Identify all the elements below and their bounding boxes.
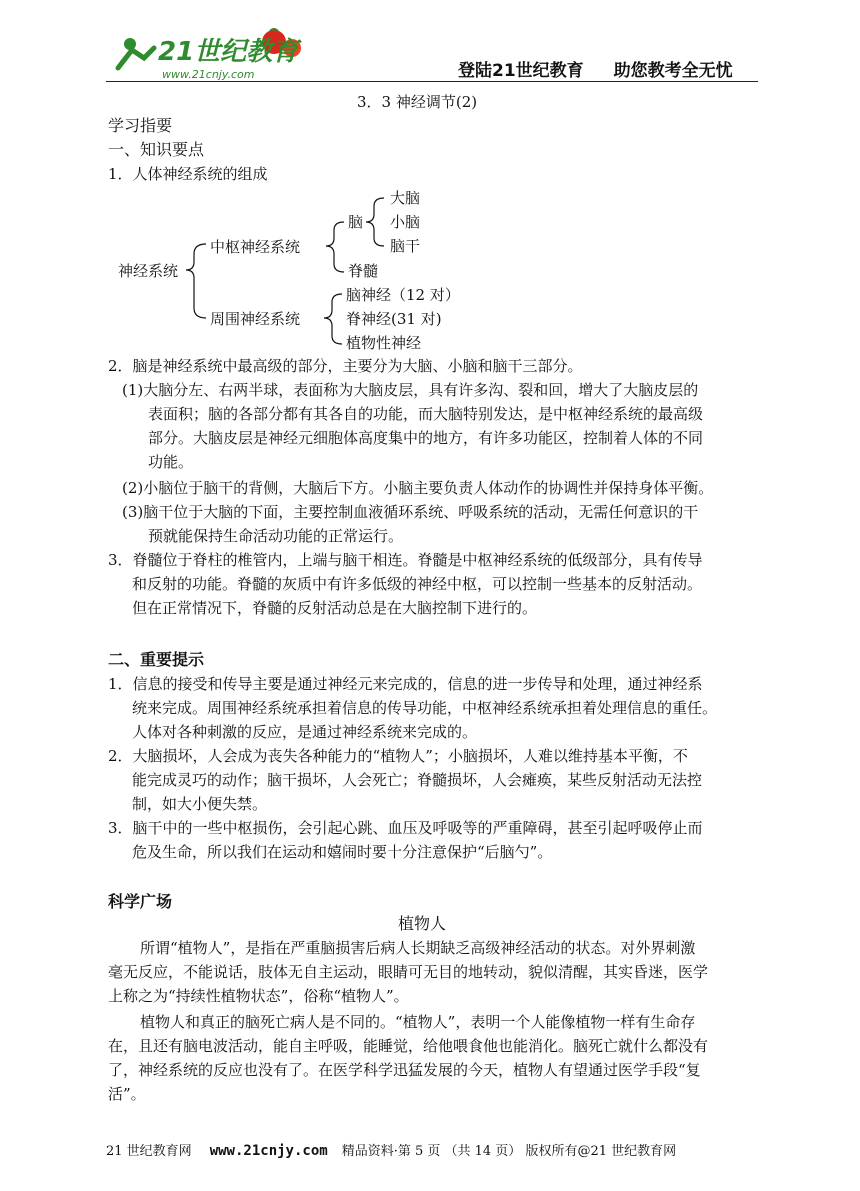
section2-heading: 二、重要提示 xyxy=(108,650,205,669)
tree-autonomic: 植物性神经 xyxy=(346,334,422,352)
tree-peripheral: 周围神经系统 xyxy=(210,310,301,328)
item2-line-4: 功能。 xyxy=(148,453,194,471)
tree-central: 中枢神经系统 xyxy=(210,238,301,256)
site-logo xyxy=(110,28,310,84)
header-slogan xyxy=(458,56,733,81)
brace-peripheral xyxy=(324,294,342,344)
tip-line-1: 统来完成。周围神经系统承担着信息的传导功能，中枢神经系统承担着处理信息的重任。 xyxy=(132,699,718,717)
item2-line-5: (2)小脑位于脑干的背侧，大脑后下方。小脑主要负责人体动作的协调性并保持身体平衡。 xyxy=(122,479,714,497)
logo-text: 21世纪教育 xyxy=(158,37,299,67)
brace-central xyxy=(326,222,344,272)
item2-line-3: 部分。大脑皮层是神经元细胞体高度集中的地方，有许多功能区，控制着人体的不同 xyxy=(148,429,704,447)
article-line-4: 在，且还有脑电波活动，能自主呼吸，能睡觉，给他喂食他也能消化。脑死亡就什么都没有 xyxy=(108,1037,709,1055)
article-line-6: 活”。 xyxy=(108,1085,146,1103)
section-guide-heading: 学习指要 xyxy=(108,116,173,135)
slogan-left: 登陆21世纪教育 xyxy=(458,61,584,81)
tree-cerebellum: 小脑 xyxy=(390,213,421,231)
tip-line-5: 制，如大小便失禁。 xyxy=(132,795,268,813)
article-line-5: 了，神经系统的反应也没有了。在医学科学迅猛发展的今天，植物人有望通过医学手段“复 xyxy=(108,1061,701,1079)
tip-line-4: 能完成灵巧的动作；脑干损坏，人会死亡；脊髓损坏，人会瘫痪，某些反射活动无法控 xyxy=(132,771,703,789)
tree-cranial: 脑神经（12 对） xyxy=(346,286,460,304)
slogan-right: 助您教考全无忧 xyxy=(613,61,733,81)
logo-url: www.21cnjy.com xyxy=(162,68,255,81)
tree-root: 神经系统 xyxy=(118,262,179,280)
doc-title: 3．3 神经调节(2) xyxy=(357,93,478,111)
section1-heading: 一、知识要点 xyxy=(108,140,205,159)
brace-brain xyxy=(366,198,384,246)
tip-line-6: 3．脑干中的一些中枢损伤，会引起心跳、血压及呼吸等的严重障碍，甚至引起呼吸停止而 xyxy=(108,819,703,837)
item2-line-1: (1)大脑分左、右两半球，表面称为大脑皮层，具有许多沟、裂和回，增大了大脑皮层的 xyxy=(122,381,699,399)
tip-line-0: 1．信息的接受和传导主要是通过神经元来完成的，信息的进一步传导和处理，通过神经系 xyxy=(108,675,703,693)
footer-left: 21 世纪教育网 xyxy=(106,1144,192,1159)
footer-url[interactable]: www.21cnjy.com xyxy=(209,1143,328,1159)
article-line-2: 上称之为“持续性植物状态”，俗称“植物人”。 xyxy=(108,987,409,1005)
header-divider xyxy=(106,81,758,82)
item3-line-1: 和反射的功能。脊髓的灰质中有许多低级的神经中枢，可以控制一些基本的反射活动。 xyxy=(132,575,703,593)
article-line-3: 植物人和真正的脑死亡病人是不同的。“植物人”，表明一个人能像植物一样有生命存 xyxy=(140,1013,696,1031)
tip-line-2: 人体对各种刺激的反应，是通过神经系统来完成的。 xyxy=(132,723,478,741)
article-title: 植物人 xyxy=(398,914,447,933)
tree-cerebrum: 大脑 xyxy=(390,189,421,207)
tree-spinal-nerves: 脊神经(31 对) xyxy=(346,310,442,328)
page-footer xyxy=(106,1140,676,1159)
article-line-0: 所谓“植物人”，是指在严重脑损害后病人长期缺乏高级神经活动的状态。对外界刺激 xyxy=(140,939,696,957)
item1-title: 1．人体神经系统的组成 xyxy=(108,165,268,183)
item2-line-6: (3)脑干位于大脑的下面，主要控制血液循环系统、呼吸系统的活动，无需任何意识的干 xyxy=(122,503,699,521)
tip-line-7: 危及生命，所以我们在运动和嬉闹时要十分注意保护“后脑勺”。 xyxy=(132,843,553,861)
tree-brainstem: 脑干 xyxy=(390,237,421,255)
footer-right: 精品资料·第 5 页 （共 14 页） 版权所有@21 世纪教育网 xyxy=(341,1144,677,1159)
brace-root xyxy=(186,244,206,318)
item3-line-0: 3．脊髓位于脊柱的椎管内，上端与脑干相连。脊髓是中枢神经系统的低级部分，具有传导 xyxy=(108,551,703,569)
article-line-1: 毫无反应，不能说话，肢体无自主运动，眼睛可无目的地转动，貌似清醒，其实昏迷，医学 xyxy=(108,963,709,981)
nervous-system-tree xyxy=(108,186,488,356)
tip-line-3: 2．大脑损坏，人会成为丧失各种能力的“植物人”；小脑损坏，人难以维持基本平衡，不 xyxy=(108,747,688,765)
item2-line-7: 预就能保持生命活动功能的正常运行。 xyxy=(148,527,404,545)
section3-heading: 科学广场 xyxy=(108,892,173,911)
tree-spinal: 脊髓 xyxy=(348,262,379,280)
item2-line-0: 2．脑是神经系统中最高级的部分，主要分为大脑、小脑和脑干三部分。 xyxy=(108,357,583,375)
item2-line-2: 表面积；脑的各部分都有其各自的功能，而大脑特别发达，是中枢神经系统的最高级 xyxy=(148,405,704,423)
item3-line-2: 但在正常情况下，脊髓的反射活动总是在大脑控制下进行的。 xyxy=(132,599,538,617)
tree-brain: 脑 xyxy=(348,213,364,231)
